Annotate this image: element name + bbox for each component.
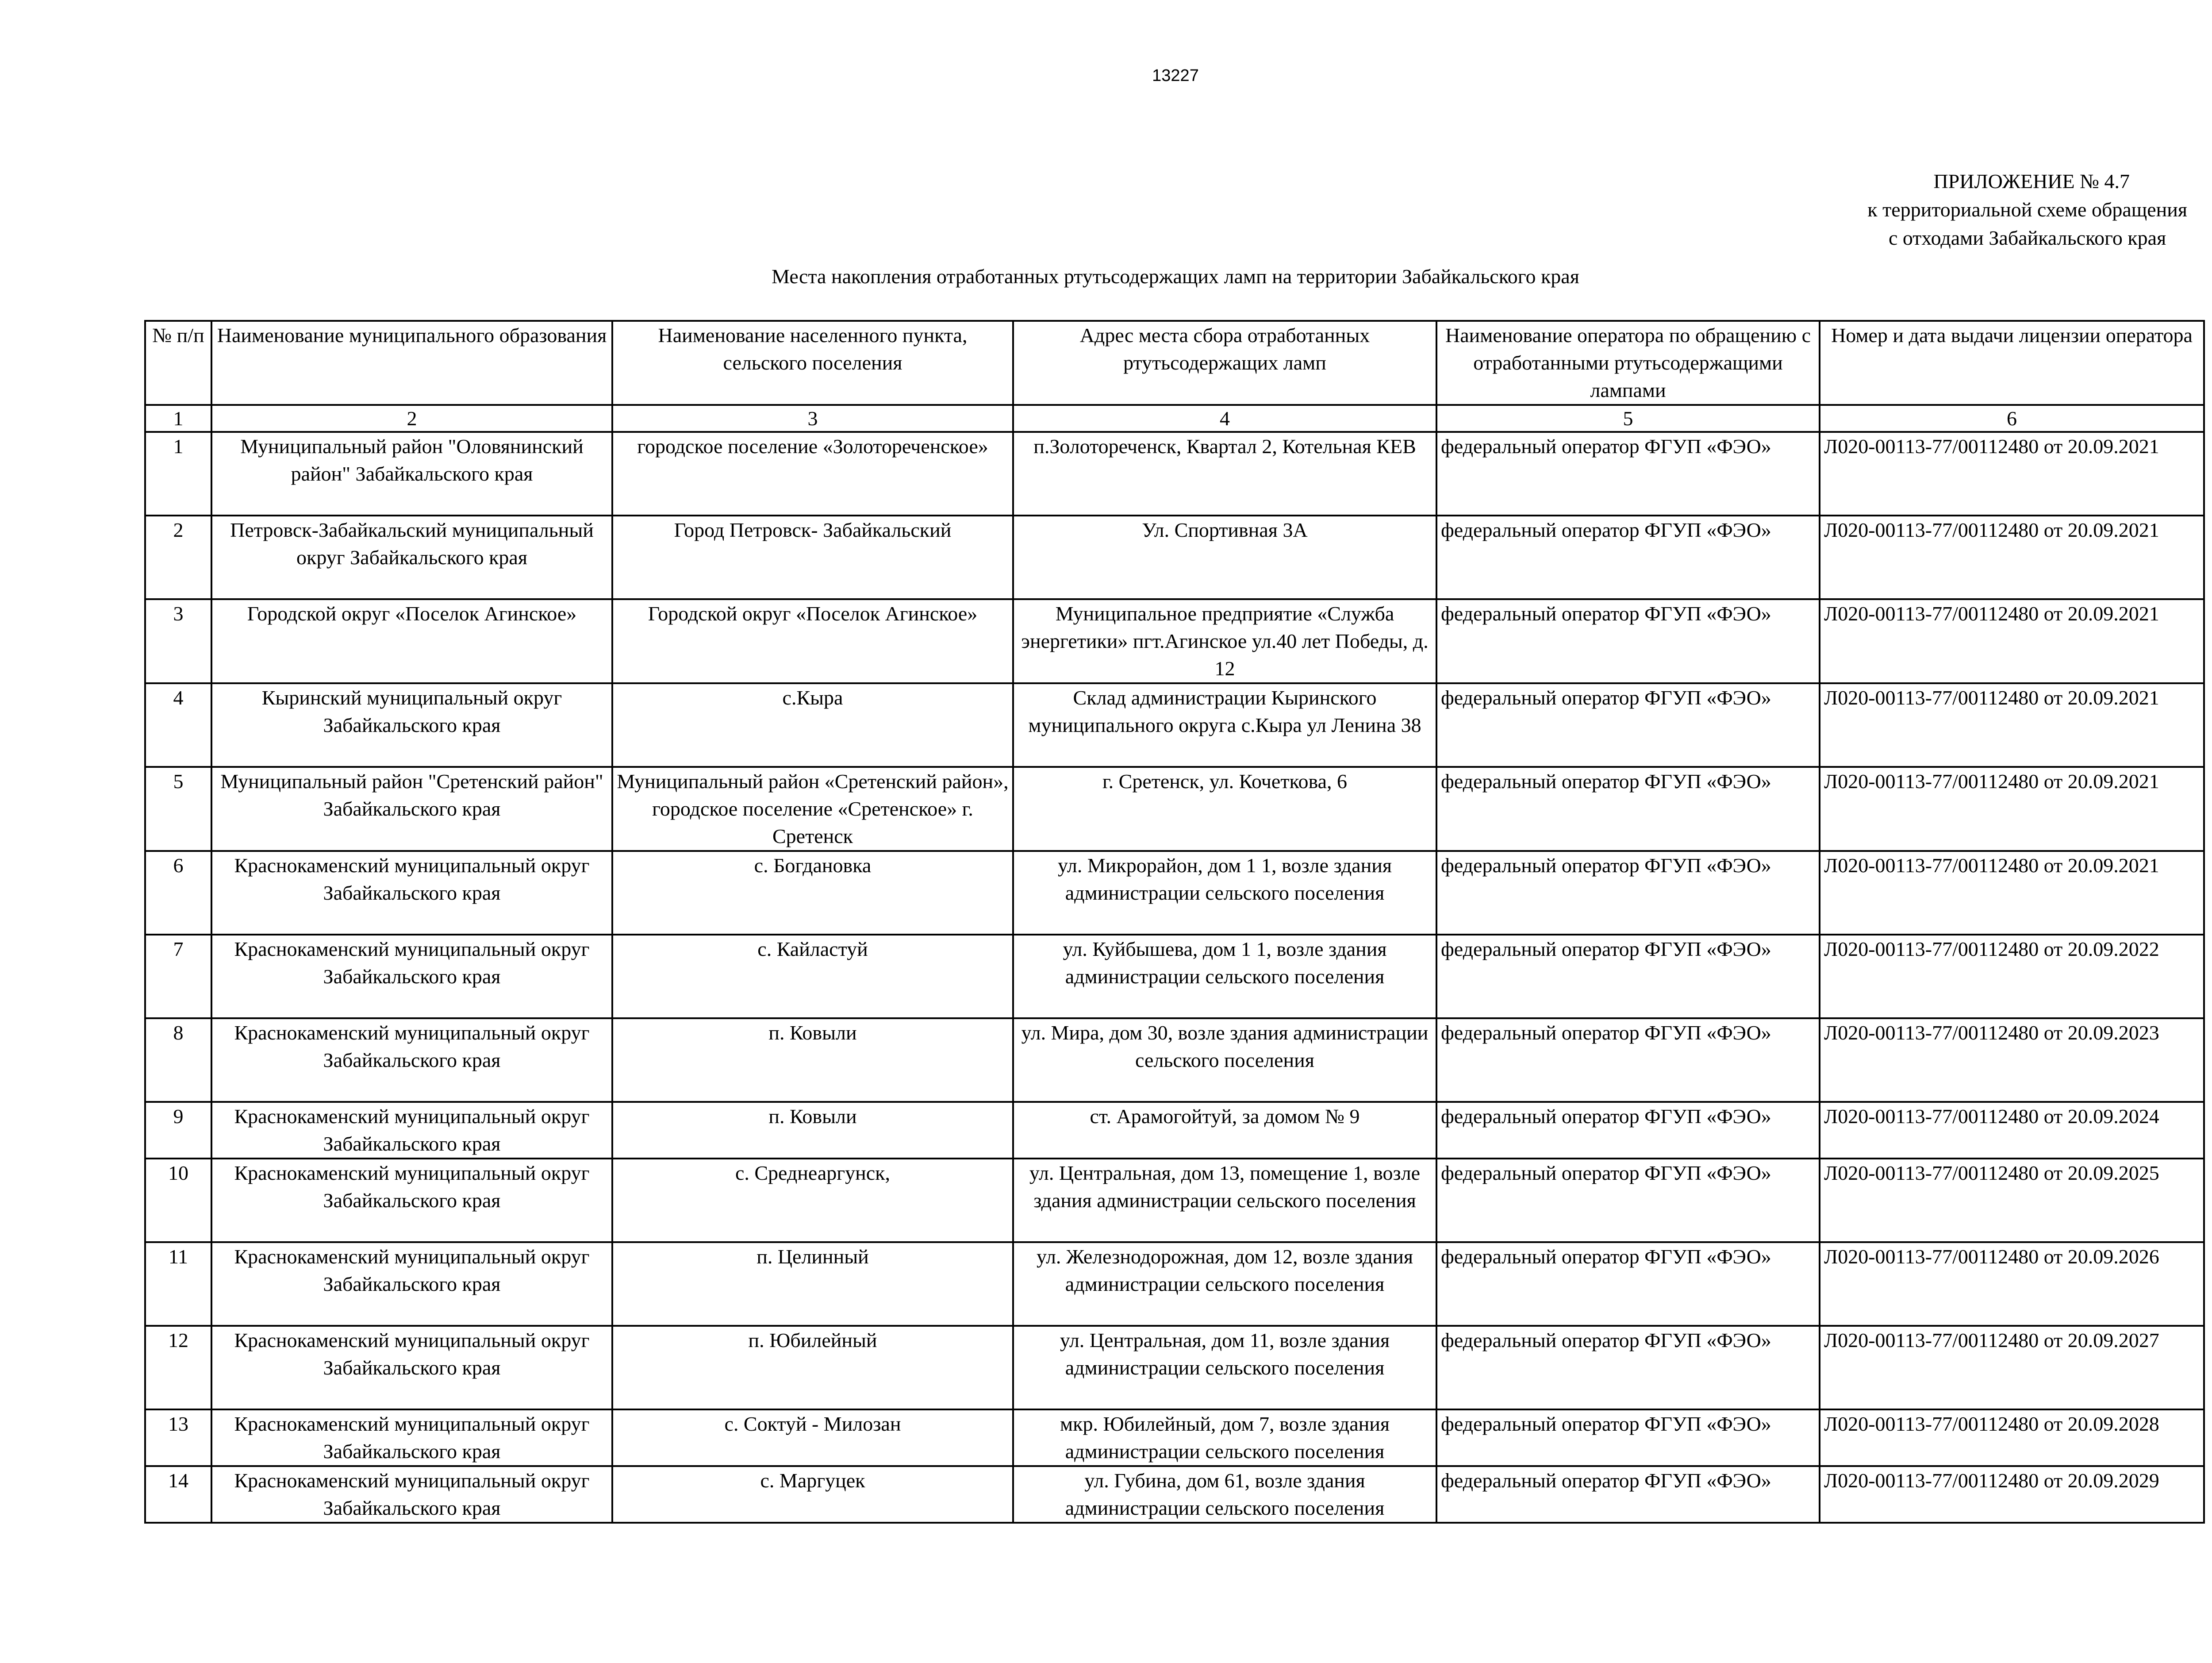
table-row [145,1102,2204,1159]
cell-settlement: Муниципальный район «Сретенский район», городское поселение «Сретенское» г. Сретенск [612,767,1013,851]
cell-operator: федеральный оператор ФГУП «ФЭО» [1436,1326,1820,1409]
cell-number: 11 [145,1242,211,1326]
cell-municipality: Краснокаменский муниципальный округ Забайкальского края [211,1466,612,1523]
cell-number: 1 [145,432,211,516]
cell-address: Муниципальное предприятие «Служба энергетики» пгт.Агинское ул.40 лет Победы, д. 12 [1013,599,1436,683]
cell-municipality: Кыринский муниципальный округ Забайкальского края [211,683,612,767]
cell-address: п.Золотореченск, Квартал 2, Котельная КЕВ [1013,432,1436,516]
cell-municipality: Петровск-Забайкальский муниципальный округ Забайкальского края [211,516,612,599]
table-row [145,1466,2204,1523]
cell-license: Л020-00113-77/00112480 от 20.09.2028 [1820,1409,2204,1466]
cell-settlement: с. Кайластуй [612,935,1013,1018]
cell-settlement: с. Среднеаргунск, [612,1159,1013,1242]
cell-license: Л020-00113-77/00112480 от 20.09.2024 [1820,1102,2204,1159]
cell-address: ул. Центральная, дом 11, возле здания администрации сельского поселения [1013,1326,1436,1409]
cell-settlement: с.Кыра [612,683,1013,767]
cell-operator: федеральный оператор ФГУП «ФЭО» [1436,767,1820,851]
table-row [145,683,2204,767]
table-row [145,432,2204,516]
table-row [145,516,2204,599]
cell-operator: федеральный оператор ФГУП «ФЭО» [1436,432,1820,516]
table-row [145,1159,2204,1242]
cell-address: ул. Куйбышева, дом 1 1, возле здания администрации сельского поселения [1013,935,1436,1018]
cell-license: Л020-00113-77/00112480 от 20.09.2021 [1820,683,2204,767]
table-row [145,1242,2204,1326]
column-number-row [145,405,2204,432]
cell-number: 10 [145,1159,211,1242]
table-row [145,599,2204,683]
cell-license: Л020-00113-77/00112480 от 20.09.2021 [1820,851,2204,935]
table-row [145,935,2204,1018]
lamp-collection-table [144,320,2205,1524]
cell-license: Л020-00113-77/00112480 от 20.09.2021 [1820,767,2204,851]
cell-settlement: п. Юбилейный [612,1326,1013,1409]
cell-municipality: Краснокаменский муниципальный округ Забайкальского края [211,1242,612,1326]
cell-number: 3 [145,599,211,683]
cell-number: 4 [145,683,211,767]
cell-number: 6 [145,851,211,935]
cell-settlement: п. Ковыли [612,1018,1013,1102]
cell-municipality: Краснокаменский муниципальный округ Забайкальского края [211,851,612,935]
cell-settlement: городское поселение «Золотореченское» [612,432,1013,516]
column-number: 1 [145,405,211,432]
cell-license: Л020-00113-77/00112480 от 20.09.2023 [1820,1018,2204,1102]
column-number: 2 [211,405,612,432]
header-number: № п/п [145,321,211,405]
cell-operator: федеральный оператор ФГУП «ФЭО» [1436,935,1820,1018]
table-row [145,767,2204,851]
cell-operator: федеральный оператор ФГУП «ФЭО» [1436,1018,1820,1102]
cell-settlement: п. Целинный [612,1242,1013,1326]
cell-operator: федеральный оператор ФГУП «ФЭО» [1436,1102,1820,1159]
document-title: Места накопления отработанных ртутьсодержащих ламп на территории Забайкальского края [772,265,1579,288]
cell-license: Л020-00113-77/00112480 от 20.09.2026 [1820,1242,2204,1326]
cell-number: 5 [145,767,211,851]
cell-number: 13 [145,1409,211,1466]
cell-license: Л020-00113-77/00112480 от 20.09.2021 [1820,599,2204,683]
cell-operator: федеральный оператор ФГУП «ФЭО» [1436,683,1820,767]
header-license: Номер и дата выдачи лицензии оператора [1820,321,2204,405]
table-row [145,1409,2204,1466]
cell-operator: федеральный оператор ФГУП «ФЭО» [1436,1409,1820,1466]
cell-municipality: Краснокаменский муниципальный округ Забайкальского края [211,1018,612,1102]
cell-municipality: Краснокаменский муниципальный округ Забайкальского края [211,1159,612,1242]
column-number: 4 [1013,405,1436,432]
table-row [145,1018,2204,1102]
appendix-block [1867,167,2187,252]
page-number: 13227 [1152,66,1199,85]
cell-operator: федеральный оператор ФГУП «ФЭО» [1436,851,1820,935]
header-municipality: Наименование муниципального образования [211,321,612,405]
table-row [145,851,2204,935]
table-header-row [145,321,2204,405]
cell-number: 8 [145,1018,211,1102]
cell-settlement: с. Соктуй - Милозан [612,1409,1013,1466]
appendix-title: ПРИЛОЖЕНИЕ № 4.7 [1933,170,2130,192]
cell-settlement: с. Богдановка [612,851,1013,935]
table-row [145,1326,2204,1409]
appendix-subtitle-line1: к территориальной схеме обращения [1867,198,2187,221]
cell-license: Л020-00113-77/00112480 от 20.09.2021 [1820,432,2204,516]
cell-address: г. Сретенск, ул. Кочеткова, 6 [1013,767,1436,851]
cell-operator: федеральный оператор ФГУП «ФЭО» [1436,516,1820,599]
cell-municipality: Краснокаменский муниципальный округ Забайкальского края [211,1326,612,1409]
cell-number: 7 [145,935,211,1018]
cell-license: Л020-00113-77/00112480 от 20.09.2022 [1820,935,2204,1018]
cell-number: 2 [145,516,211,599]
cell-address: Склад администрации Кыринского муниципального округа с.Кыра ул Ленина 38 [1013,683,1436,767]
cell-municipality: Муниципальный район "Оловянинский район" Забайкальского края [211,432,612,516]
cell-address: ул. Центральная, дом 13, помещение 1, возле здания администрации сельского поселения [1013,1159,1436,1242]
cell-settlement: п. Ковыли [612,1102,1013,1159]
cell-settlement: Городской округ «Поселок Агинское» [612,599,1013,683]
cell-address: ул. Мира, дом 30, возле здания администрации сельского поселения [1013,1018,1436,1102]
cell-number: 9 [145,1102,211,1159]
cell-municipality: Краснокаменский муниципальный округ Забайкальского края [211,1102,612,1159]
cell-settlement: Город Петровск- Забайкальский [612,516,1013,599]
cell-settlement: с. Маргуцек [612,1466,1013,1523]
cell-license: Л020-00113-77/00112480 от 20.09.2027 [1820,1326,2204,1409]
cell-operator: федеральный оператор ФГУП «ФЭО» [1436,1242,1820,1326]
column-number: 6 [1820,405,2204,432]
appendix-subtitle-line2: с отходами Забайкальского края [1888,227,2166,249]
cell-license: Л020-00113-77/00112480 от 20.09.2021 [1820,516,2204,599]
cell-operator: федеральный оператор ФГУП «ФЭО» [1436,599,1820,683]
header-settlement: Наименование населенного пункта, сельского поселения [612,321,1013,405]
cell-operator: федеральный оператор ФГУП «ФЭО» [1436,1466,1820,1523]
cell-operator: федеральный оператор ФГУП «ФЭО» [1436,1159,1820,1242]
column-number: 3 [612,405,1013,432]
cell-municipality: Краснокаменский муниципальный округ Забайкальского края [211,1409,612,1466]
cell-number: 12 [145,1326,211,1409]
cell-address: ст. Арамогойтуй, за домом № 9 [1013,1102,1436,1159]
header-operator: Наименование оператора по обращению с отработанными ртутьсодержащими лампами [1436,321,1820,405]
cell-license: Л020-00113-77/00112480 от 20.09.2029 [1820,1466,2204,1523]
cell-address: ул. Микрорайон, дом 1 1, возле здания администрации сельского поселения [1013,851,1436,935]
cell-municipality: Муниципальный район "Сретенский район" Забайкальского края [211,767,612,851]
header-address: Адрес места сбора отработанных ртутьсодержащих ламп [1013,321,1436,405]
cell-license: Л020-00113-77/00112480 от 20.09.2025 [1820,1159,2204,1242]
cell-municipality: Краснокаменский муниципальный округ Забайкальского края [211,935,612,1018]
cell-address: ул. Железнодорожная, дом 12, возле здания администрации сельского поселения [1013,1242,1436,1326]
cell-address: мкр. Юбилейный, дом 7, возле здания администрации сельского поселения [1013,1409,1436,1466]
cell-municipality: Городской округ «Поселок Агинское» [211,599,612,683]
column-number: 5 [1436,405,1820,432]
cell-address: ул. Губина, дом 61, возле здания администрации сельского поселения [1013,1466,1436,1523]
cell-address: Ул. Спортивная 3А [1013,516,1436,599]
cell-number: 14 [145,1466,211,1523]
